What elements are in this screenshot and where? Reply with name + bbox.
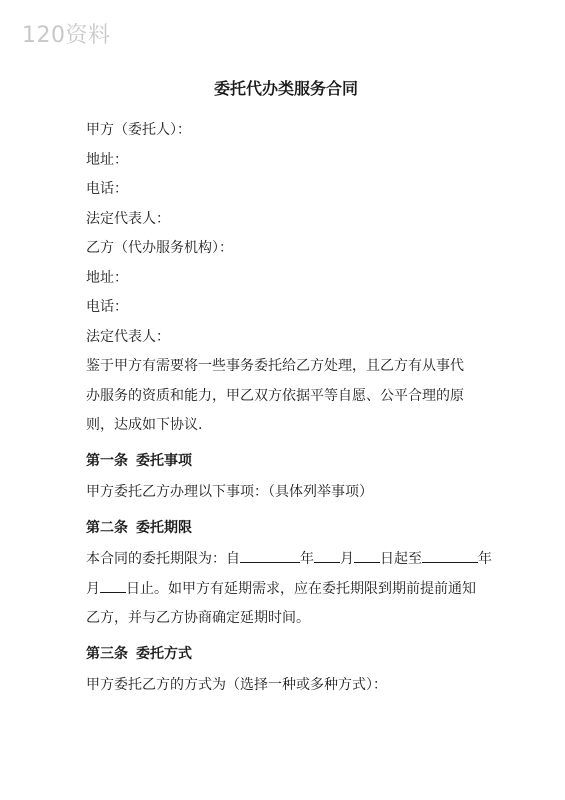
- article-3-heading: [86, 640, 486, 670]
- preamble-line: 办服务的资质和能力，甲乙双方依据平等自愿、公平合理的原: [86, 387, 464, 404]
- party-b-legal-rep: 法定代表人：: [86, 328, 170, 345]
- article-2-year-label: 年: [300, 551, 314, 567]
- party-a-label: 甲方（委托人）：: [86, 122, 191, 138]
- fill-blank-month-from[interactable]: [314, 546, 340, 563]
- article-3-number: 第三条: [86, 645, 128, 662]
- fill-blank-year-to[interactable]: [422, 546, 478, 563]
- article-1-heading: [86, 447, 486, 477]
- article-2-month-label: 月: [86, 580, 100, 597]
- article-3-body: 甲方委托乙方的方式为（选择一种或多种方式）：: [86, 677, 387, 693]
- party-a-address: 地址：: [86, 151, 128, 168]
- article-2-line-1: [86, 545, 492, 575]
- fill-blank-year-from[interactable]: [240, 546, 300, 563]
- article-1-body: 甲方委托乙方办理以下事项：（具体列举事项）: [86, 484, 373, 500]
- party-b-label: 乙方（代办服务机构）：: [86, 240, 233, 256]
- party-a-legal-rep: 法定代表人：: [86, 210, 170, 227]
- fill-blank-day-from[interactable]: [354, 546, 380, 563]
- fill-blank-day-to[interactable]: [100, 576, 126, 593]
- article-2-text: 日止。如甲方有延期需求，应在委托期限到期前提前通知: [126, 580, 476, 597]
- article-2-title: 委托期限: [136, 519, 192, 536]
- article-2-text: 本合同的委托期限为：自: [86, 551, 240, 567]
- article-2-line-2: [86, 575, 486, 605]
- article-2-day-from-label: 日起至: [380, 551, 422, 567]
- preamble-line: 鉴于甲方有需要将一些事务委托给乙方处理，且乙方有从事代: [86, 358, 464, 374]
- party-b-address: 地址：: [86, 269, 128, 286]
- preamble-paragraph: [86, 352, 486, 441]
- preamble-line: 则，达成如下协议.: [86, 417, 203, 433]
- article-3-title: 委托方式: [136, 645, 192, 662]
- article-2-number: 第二条: [86, 519, 128, 536]
- article-1-title: 委托事项: [136, 452, 192, 469]
- article-2-year-label: 年: [478, 551, 492, 567]
- document-title: 委托代办类服务合同: [213, 79, 358, 98]
- contract-page: [86, 76, 492, 701]
- watermark: 120资料: [22, 23, 111, 48]
- party-a-phone: 电话：: [86, 181, 128, 197]
- article-2-line-3: 乙方，并与乙方协商确定延期时间。: [86, 610, 310, 626]
- article-2-month-label: 月: [340, 551, 354, 567]
- article-2-heading: [86, 514, 486, 544]
- article-1-number: 第一条: [86, 452, 128, 469]
- party-b-phone: 电话：: [86, 299, 128, 315]
